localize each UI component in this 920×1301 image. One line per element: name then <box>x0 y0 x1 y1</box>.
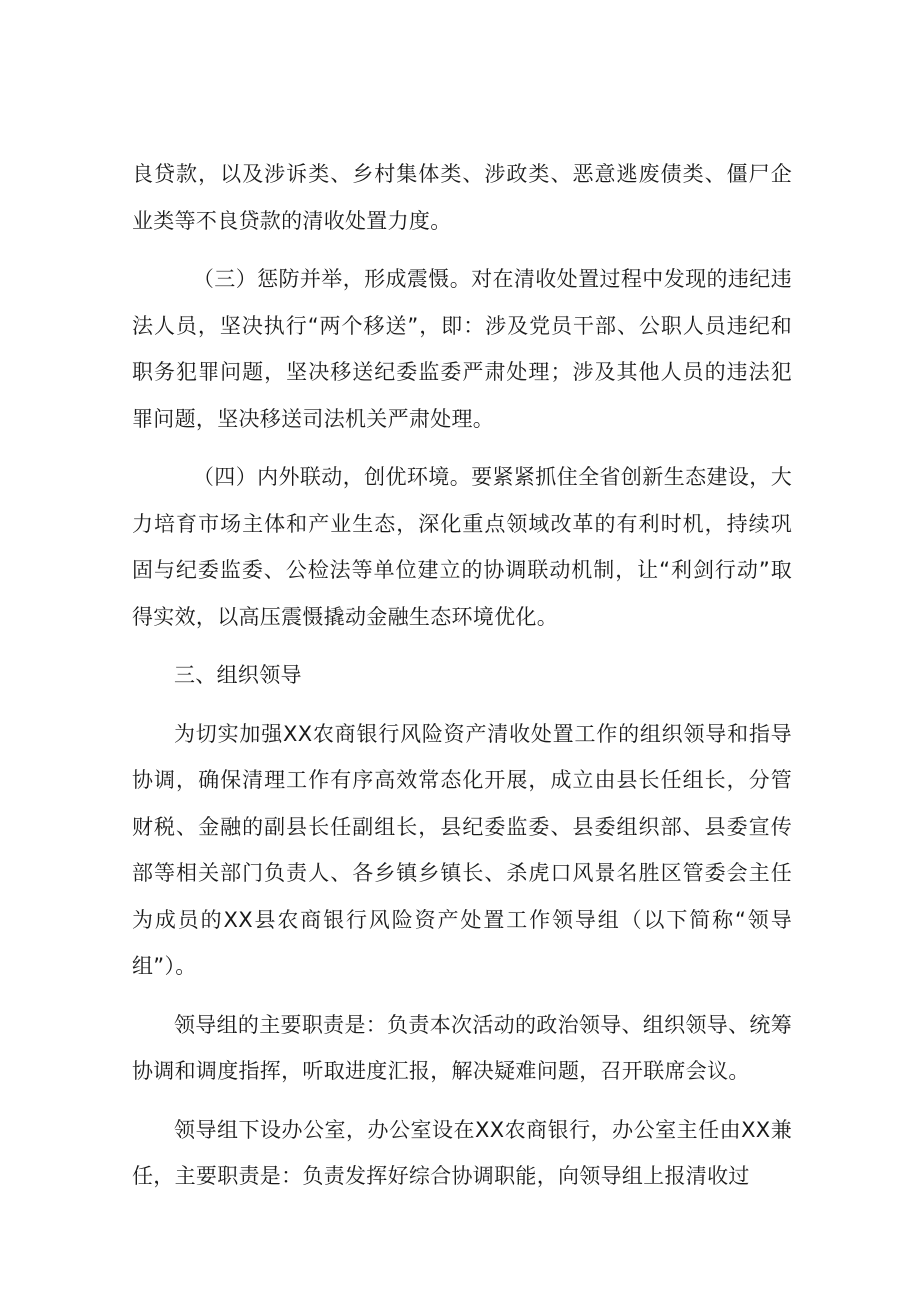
paragraph-office-setup: 领导组下设办公室，办公室设在XX农商银行，办公室主任由XX兼任，主要职责是：负责发挥好综合协调职能，向领导组上报清收过 <box>132 1117 792 1188</box>
heading-organization-leadership: 三、组织领导 <box>174 663 302 687</box>
paragraph-loan-types: 良贷款，以及涉诉类、乡村集体类、涉政类、恶意逃废债类、僵尸企业类等不良贷款的清收处置力度。 <box>132 162 792 233</box>
paragraph-group-duties: 领导组的主要职责是：负责本次活动的政治领导、组织领导、统筹协调和调度指挥，听取进度汇报，解决疑难问题，召开联席会议。 <box>132 1012 792 1083</box>
paragraph-leadership-group: 为切实加强XX农商银行风险资产清收处置工作的组织领导和指导协调，确保清理工作有序高效常态化开展，成立由县长任组长，分管财税、金融的副县长任副组长，县纪委监委、县委组织部、县委宣传部等相关部门负责人、各乡镇乡镇长、杀虎口风景名胜区管委会主任为成员的XX县农商银行风险资产处置工作领导组（以下简称“领导组”）。 <box>132 721 792 978</box>
paragraph-section-3-punishment: （三）惩防并举，形成震慑。对在清收处置过程中发现的违纪违法人员，坚决执行“两个移送”，即：涉及党员干部、公职人员违纪和职务犯罪问题，坚决移送纪委监委严肃处理；涉及其他人员的违法犯罪问题，坚决移送司法机关严肃处理。 <box>132 267 792 431</box>
document-body <box>132 151 792 1200</box>
paragraph-section-4-linkage: （四）内外联动，创优环境。要紧紧抓住全省创新生态建设，大力培育市场主体和产业生态，深化重点领域改革的有利时机，持续巩固与纪委监委、公检法等单位建立的协调联动机制，让“利剑行动”取得实效，以高压震慑撬动金融生态环境优化。 <box>132 465 792 629</box>
